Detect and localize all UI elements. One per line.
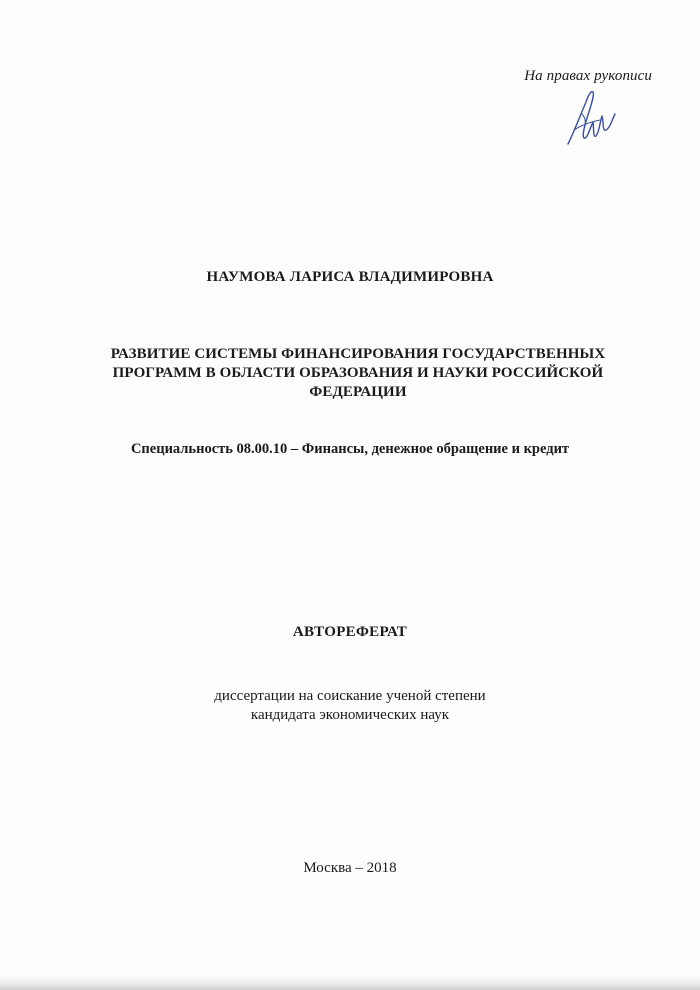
signature-icon xyxy=(560,86,620,150)
document-type-heading: АВТОРЕФЕРАТ xyxy=(292,624,408,640)
author-name: НАУМОВА ЛАРИСА ВЛАДИМИРОВНА xyxy=(206,269,494,285)
thesis-title-line: РАЗВИТИЕ СИСТЕМЫ ФИНАНСИРОВАНИЯ ГОСУДАРСТВЕННЫХ xyxy=(110,346,606,362)
degree-purpose-line: диссертации на соискание ученой степени xyxy=(214,688,486,704)
thesis-title xyxy=(70,345,646,402)
specialty-line: Специальность 08.00.10 – Финансы, денежное обращение и кредит xyxy=(130,441,570,457)
degree-purpose xyxy=(0,687,700,725)
city-year: Москва – 2018 xyxy=(303,860,397,876)
thesis-title-line: ФЕДЕРАЦИИ xyxy=(309,384,407,400)
manuscript-rights-note: На правах рукописи xyxy=(524,68,652,84)
thesis-title-line: ПРОГРАММ В ОБЛАСТИ ОБРАЗОВАНИЯ И НАУКИ РОССИЙСКОЙ xyxy=(112,365,604,381)
degree-purpose-line: кандидата экономических наук xyxy=(250,707,450,723)
